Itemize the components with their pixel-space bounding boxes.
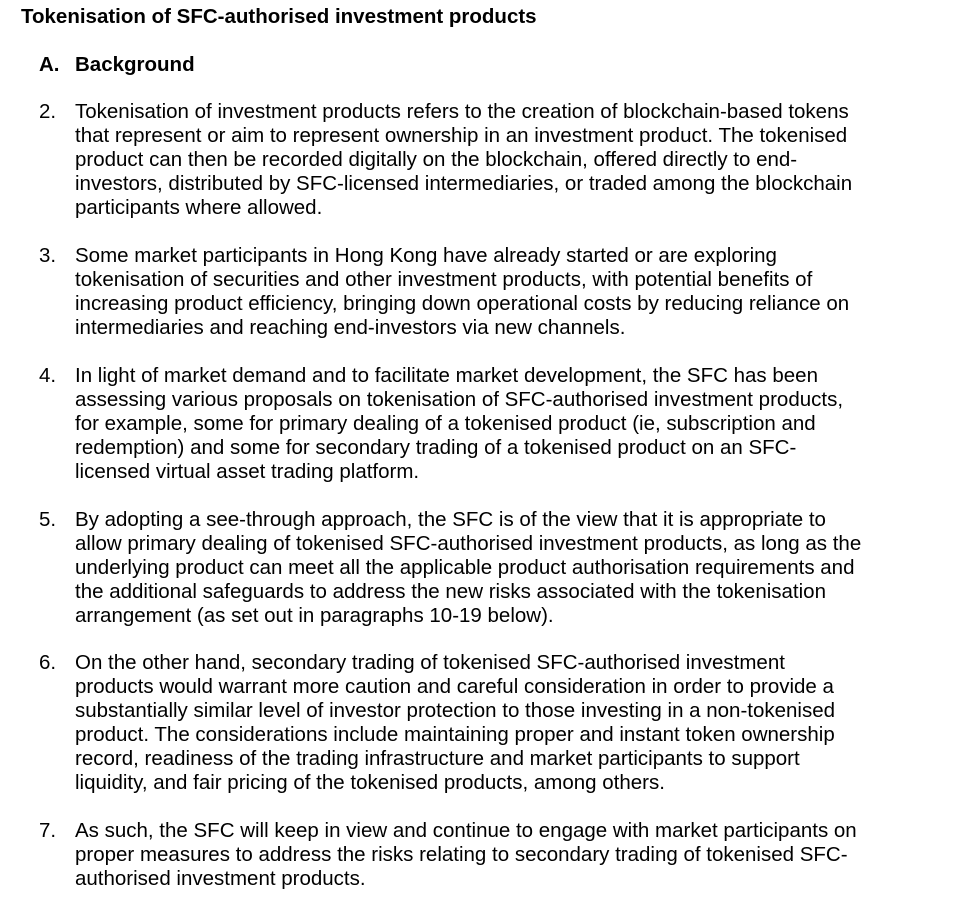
paragraph-2 [39, 100, 939, 220]
paragraph-number: 2. [39, 100, 57, 123]
paragraph-text [75, 508, 939, 628]
paragraph-number: 6. [39, 651, 57, 674]
paragraph-line: By adopting a see-through approach, the SFC is of the view that it is appropriate to [75, 508, 826, 531]
paragraph-line: increasing product efficiency, bringing down operational costs by reducing reliance on [75, 292, 850, 315]
paragraph-line: substantially similar level of investor protection to those investing in a non-tokenised [75, 699, 836, 722]
paragraph-6 [39, 651, 939, 795]
paragraph-line: product. The considerations include maintaining proper and instant token ownership [75, 723, 835, 746]
paragraph-line: Some market participants in Hong Kong have already started or are exploring [75, 244, 777, 267]
paragraph-3 [39, 244, 939, 340]
paragraph-5 [39, 508, 939, 628]
paragraph-line: authorised investment products. [75, 867, 366, 890]
paragraph-7 [39, 819, 939, 891]
paragraph-text [75, 100, 939, 220]
paragraph-text [75, 364, 939, 484]
paragraph-line: product can then be recorded digitally on the blockchain, offered directly to end- [75, 148, 798, 171]
paragraph-line: intermediaries and reaching end-investors via new channels. [75, 316, 626, 339]
paragraph-line: licensed virtual asset trading platform. [75, 460, 420, 483]
paragraph-line: for example, some for primary dealing of a tokenised product (ie, subscription and [75, 412, 816, 435]
paragraph-line: As such, the SFC will keep in view and continue to engage with market participants on [75, 819, 857, 842]
paragraph-number: 5. [39, 508, 57, 531]
paragraph-line: investors, distributed by SFC-licensed intermediaries, or traded among the blockchain [75, 172, 853, 195]
paragraph-text [75, 819, 939, 891]
paragraph-line: underlying product can meet all the applicable product authorisation requirements and [75, 556, 855, 579]
paragraph-line: liquidity, and fair pricing of the tokenised products, among others. [75, 771, 665, 794]
paragraph-number: 3. [39, 244, 57, 267]
paragraph-line: On the other hand, secondary trading of tokenised SFC-authorised investment [75, 651, 785, 674]
paragraph-line: tokenisation of securities and other investment products, with potential benefits of [75, 268, 813, 291]
paragraph-line: arrangement (as set out in paragraphs 10-19 below). [75, 604, 554, 627]
paragraph-line: allow primary dealing of tokenised SFC-authorised investment products, as long as the [75, 532, 862, 555]
section-heading [39, 53, 195, 77]
paragraph-line: the additional safeguards to address the new risks associated with the tokenisation [75, 580, 826, 603]
document-title: Tokenisation of SFC-authorised investment products [21, 5, 537, 28]
paragraph-text [75, 651, 939, 795]
section-title: Background [75, 53, 195, 76]
paragraph-line: products would warrant more caution and careful consideration in order to provide a [75, 675, 834, 698]
paragraph-line: assessing various proposals on tokenisation of SFC-authorised investment products, [75, 388, 844, 411]
paragraph-line: redemption) and some for secondary trading of a tokenised product on an SFC- [75, 436, 797, 459]
paragraph-line: that represent or aim to represent ownership in an investment product. The tokenised [75, 124, 848, 147]
paragraph-line: record, readiness of the trading infrastructure and market participants to support [75, 747, 800, 770]
section-letter: A. [39, 53, 60, 76]
paragraph-line: proper measures to address the risks relating to secondary trading of tokenised SFC- [75, 843, 848, 866]
paragraph-text [75, 244, 939, 340]
paragraph-line: participants where allowed. [75, 196, 323, 219]
paragraph-line: Tokenisation of investment products refers to the creation of blockchain-based tokens [75, 100, 849, 123]
paragraph-number: 7. [39, 819, 57, 842]
paragraph-line: In light of market demand and to facilitate market development, the SFC has been [75, 364, 818, 387]
paragraph-number: 4. [39, 364, 57, 387]
paragraph-4 [39, 364, 939, 484]
